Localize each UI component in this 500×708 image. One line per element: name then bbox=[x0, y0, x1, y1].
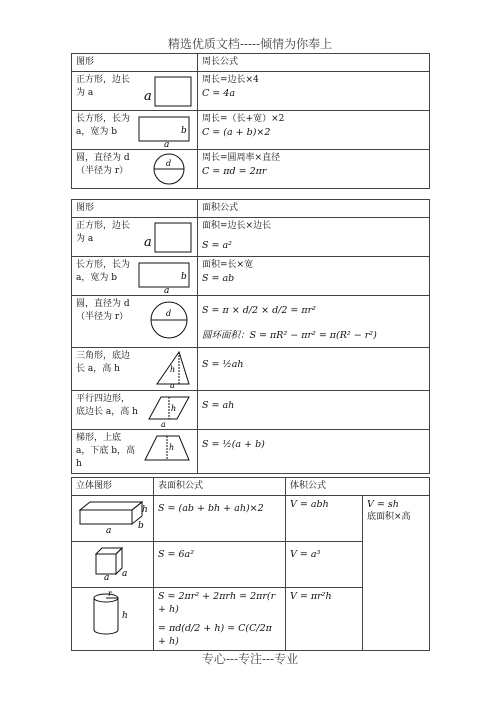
formula-math: C = (a + b)×2 bbox=[202, 127, 271, 138]
solid-volume-cuboid bbox=[286, 496, 363, 542]
formula-math: V = a³ bbox=[290, 549, 321, 560]
general-volume-note: 底面积×高 bbox=[367, 512, 411, 522]
formula-math: S = ab bbox=[202, 273, 235, 284]
svg-text:r: r bbox=[108, 590, 112, 598]
cube-figure bbox=[76, 544, 136, 580]
solid-col-shape: 立体图形 bbox=[72, 478, 154, 496]
svg-text:h: h bbox=[170, 365, 176, 374]
shape-label: 梯形，上底 a，下底 b，高 h bbox=[76, 433, 135, 469]
circle-figure bbox=[149, 152, 193, 186]
solid-row-cube bbox=[72, 542, 154, 588]
shape-label: 三角形，底边长 a，高 h bbox=[76, 351, 131, 374]
perimeter-formula-square bbox=[198, 72, 430, 111]
area-row-circle bbox=[72, 296, 198, 348]
solid-volume-cube bbox=[286, 542, 363, 588]
svg-text:a: a bbox=[144, 89, 152, 104]
solid-row-cylinder bbox=[72, 588, 154, 651]
area-col-formula: 面积公式 bbox=[198, 200, 430, 218]
area-formula-square bbox=[198, 218, 430, 257]
formula-math: S = ah bbox=[202, 400, 235, 411]
svg-text:a: a bbox=[164, 140, 170, 147]
solid-surface-cuboid bbox=[154, 496, 286, 542]
svg-text:b: b bbox=[181, 126, 188, 136]
svg-text:a: a bbox=[122, 569, 128, 579]
parallelogram-figure bbox=[147, 393, 193, 427]
area-table bbox=[71, 199, 430, 474]
cuboid-figure bbox=[76, 498, 148, 534]
solid-col-surface: 表面积公式 bbox=[154, 478, 286, 496]
solid-col-volume: 体积公式 bbox=[286, 478, 430, 496]
perimeter-row-square bbox=[72, 72, 198, 111]
shape-label: 长方形，长为 a，宽为 b bbox=[76, 260, 131, 283]
shape-label: 正方形，边长为 a bbox=[76, 75, 131, 98]
solid-surface-cube bbox=[154, 542, 286, 588]
svg-text:h: h bbox=[169, 443, 175, 452]
rectangle-figure bbox=[137, 259, 193, 293]
formula-math: S = ½(a + b) bbox=[202, 439, 265, 450]
perimeter-col-formula: 周长公式 bbox=[198, 54, 430, 72]
svg-text:d: d bbox=[166, 159, 172, 168]
formula-math: S = (ab + bh + ah)×2 bbox=[158, 503, 264, 514]
shape-label: 圆，直径为 d（半径为 r） bbox=[76, 153, 130, 176]
formula-math: C = πd = 2πr bbox=[202, 166, 267, 177]
triangle-figure bbox=[153, 350, 193, 388]
page-footer: 专心---专注---专业 bbox=[201, 652, 299, 666]
formula-math: S = a² bbox=[202, 240, 232, 251]
area-formula-triangle bbox=[198, 348, 430, 391]
area-row-rectangle bbox=[72, 257, 198, 296]
svg-text:a: a bbox=[106, 526, 112, 534]
shape-label: 长方形，长为 a，宽为 b bbox=[76, 114, 131, 137]
shape-label: 圆，直径为 d（半径为 r） bbox=[76, 299, 130, 322]
formula-text: 周长=圆周率×直径 bbox=[202, 153, 281, 163]
solid-general-volume bbox=[363, 496, 430, 651]
page-header: 精选优质文档-----倾情为你奉上 bbox=[167, 37, 333, 51]
cylinder-figure bbox=[76, 590, 136, 638]
svg-text:d: d bbox=[166, 309, 172, 318]
formula-math: C = 4a bbox=[202, 88, 235, 99]
circle-figure bbox=[149, 298, 193, 342]
perimeter-row-rectangle bbox=[72, 111, 198, 150]
svg-text:a: a bbox=[161, 420, 166, 427]
svg-text:h: h bbox=[171, 404, 177, 413]
svg-text:a: a bbox=[104, 573, 110, 580]
formula-math: S = 2πr² + 2πrh = 2πr(r + h) bbox=[158, 591, 276, 615]
solid-row-cuboid bbox=[72, 496, 154, 542]
perimeter-formula-rectangle bbox=[198, 111, 430, 150]
svg-text:a: a bbox=[170, 381, 175, 388]
svg-text:a: a bbox=[144, 235, 152, 250]
svg-text:a: a bbox=[164, 286, 170, 293]
area-row-parallelogram bbox=[72, 391, 198, 430]
formula-math: V = sh bbox=[367, 499, 399, 510]
solid-volume-cylinder bbox=[286, 588, 363, 651]
svg-text:b: b bbox=[138, 521, 144, 531]
formula-math-2: = πd(d/2 + h) = C(C/2π + h) bbox=[158, 623, 272, 647]
formula-math: S = π × d/2 × d/2 = πr² bbox=[202, 305, 316, 316]
formula-math: S = 6a² bbox=[158, 549, 195, 560]
square-figure bbox=[143, 74, 193, 108]
formula-math: S = ½ah bbox=[202, 359, 244, 370]
shape-label: 正方形，边长为 a bbox=[76, 221, 131, 244]
area-formula-parallelogram bbox=[198, 391, 430, 430]
perimeter-row-circle bbox=[72, 150, 198, 189]
square-figure bbox=[143, 220, 193, 254]
area-col-shape: 图形 bbox=[72, 200, 198, 218]
rectangle-figure bbox=[137, 113, 193, 147]
area-row-triangle bbox=[72, 348, 198, 391]
svg-text:b: b bbox=[181, 272, 188, 282]
area-row-trapezoid bbox=[72, 430, 198, 474]
solid-surface-cylinder bbox=[154, 588, 286, 651]
area-formula-trapezoid bbox=[198, 430, 430, 474]
area-row-square bbox=[72, 218, 198, 257]
solid-table bbox=[71, 477, 430, 651]
formula-math: V = abh bbox=[290, 499, 329, 510]
shape-label: 平行四边形，底边长 a，高 h bbox=[76, 394, 138, 417]
trapezoid-figure bbox=[143, 432, 193, 466]
svg-text:h: h bbox=[122, 611, 128, 621]
perimeter-formula-circle bbox=[198, 150, 430, 189]
formula-text: 周长=（长+宽）×2 bbox=[202, 114, 285, 124]
ring-formula: 圆环面积：S = πR² − πr² = π(R² − r²) bbox=[202, 330, 377, 341]
svg-text:h: h bbox=[142, 505, 148, 515]
area-formula-rectangle bbox=[198, 257, 430, 296]
area-formula-circle bbox=[198, 296, 430, 348]
formula-text: 面积=边长×边长 bbox=[202, 221, 272, 231]
perimeter-col-shape: 图形 bbox=[72, 54, 198, 72]
perimeter-table bbox=[71, 53, 430, 189]
formula-text: 周长=边长×4 bbox=[202, 75, 259, 85]
formula-text: 面积=长×宽 bbox=[202, 260, 254, 270]
formula-math: V = πr²h bbox=[290, 591, 332, 602]
